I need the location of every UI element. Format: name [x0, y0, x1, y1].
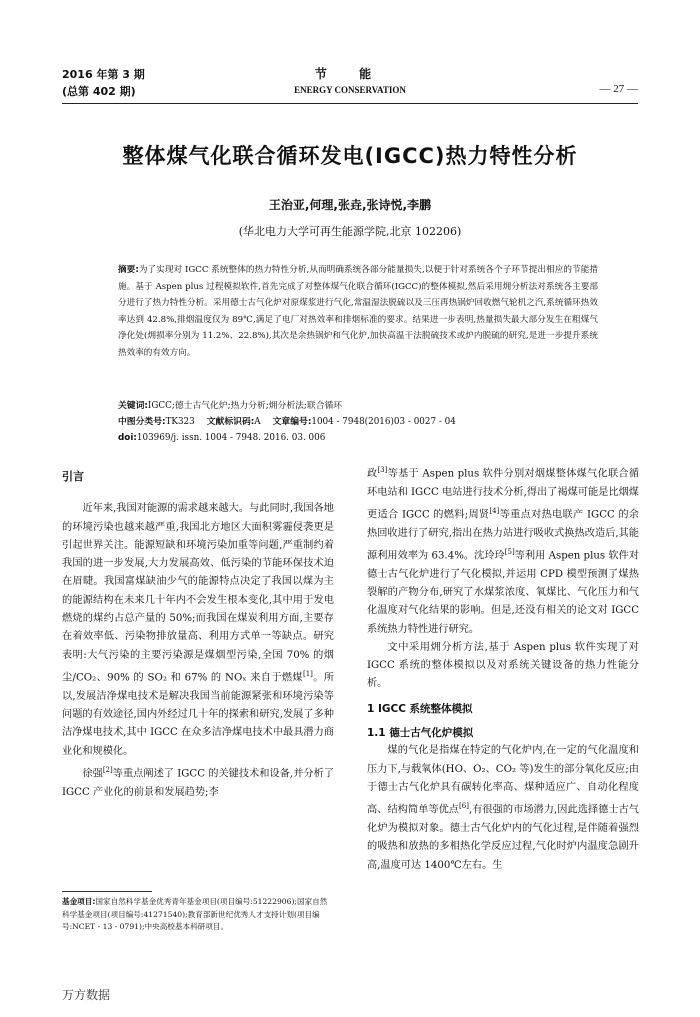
- citation[interactable]: [2]: [102, 765, 113, 774]
- funding-label: 基金项目:: [62, 897, 96, 906]
- clc-value: TK323: [165, 417, 195, 427]
- clc-label: 中图分类号:: [118, 417, 166, 427]
- body-paragraph-1: 政[3]等基于 Aspen plus 软件分别对烟煤整体煤气化联合循环电站和 IGCC 电站进行技术分析,得出了褐煤可能是比烟煤更适合 IGCC 的燃料;周贤[4]等重点对热电联产 IGCC 的余热回收进行了研究,指出在热力站进行吸收式换热改造后,其能源利用效率为 63.4%。沈玲玲[5]等利用 Aspen plus 软件对德士古气化炉进行了气化模拟,并运用 CPD 模型预测了煤热裂解的产物分布,研究了水煤浆浓度、氧煤比、气化压力和气化温度对气化结果的影响。但是,还没有相关的论文对 IGCC 系统热力特性进行研究。: [367, 466, 640, 635]
- citation[interactable]: [6]: [459, 802, 469, 811]
- journal-title: 节 能: [314, 67, 386, 81]
- doi-label: doi:: [118, 433, 137, 443]
- doi-value: 103969/j. issn. 1004 - 7948. 2016. 03. 006: [136, 433, 326, 443]
- funding-text: 国家自然科学基金优秀青年基金项目(项目编号:51222906);国家自然科学基金项目(项目编号:41271540);教育部新世纪优秀人才支持计划(项目编号:NCET - 13 - 0791);中央高校基本科研项目。: [62, 897, 328, 931]
- running-header: [62, 64, 638, 104]
- total-issue: (总第 402 期): [62, 85, 136, 98]
- journal-title-en: ENERGY CONSERVATION: [294, 85, 406, 95]
- body-paragraph-2: 文中采用㶲分析方法,基于 Aspen plus 软件实现了对 IGCC 系统的整体模拟以及对系统关键设备的热力性能分析。: [367, 641, 639, 690]
- section-heading-1: 1 IGCC 系统整体模拟: [367, 702, 473, 715]
- intro-paragraph-1: 近年来,我国对能源的需求越来越大。与此同时,我国各地的环境污染也越来越严重,我国北方地区大面积雾霾侵袭更是引起世界关注。能源短缺和环境污染加重等问题,严重制约着我国的进一步发展,大力发展高效、低污染的节能环保技术迫在眉睫。我国富煤缺油少气的能源特点决定了我国以煤为主的能源结构在未来几十年内不会发生根本变化,其中用于发电燃烧的煤约占总产量的 50%;而我国在煤炭利用方面,主要存在着效率低、污染物排放量高、利用方式单一等缺点。研究表明:大气污染的主要污染源是煤烟型污染,全国 70% 的烟尘/CO₂、90% 的 SO₂ 和 67% 的 NOₓ 来自于燃煤[1]。所以,发展洁净煤电技术是解决我国当前能源紧张和环境污染等问题的有效途径,国内外经过几十年的探索和研究,发展了多种洁净煤电技术,其中 IGCC 在众多洁净煤电技术中最具潜力商业化和规模化。: [62, 503, 335, 757]
- article-no-label: 文章编号:: [272, 417, 312, 427]
- intro-paragraph-2: 徐强[2]等重点阐述了 IGCC 的关键技术和设备,并分析了 IGCC 产业化的前景和发展趋势;李: [62, 765, 335, 798]
- classification: [118, 414, 598, 430]
- citation[interactable]: [4]: [489, 506, 500, 515]
- page-number: — 27 —: [599, 83, 638, 95]
- keywords: [118, 398, 598, 414]
- keywords-label: 关键词:: [118, 401, 148, 411]
- article-no-value: 1004 - 7948(2016)03 - 0027 - 04: [311, 417, 456, 427]
- body-paragraph-3: 煤的气化是指煤在特定的气化炉内,在一定的气化温度和压力下,与载氧体(HO、O₂、CO₂ 等)发生的部分氧化反应;由于德士古气化炉具有碳转化率高、煤种适应广、自动化程度高、结构简单等优点[6],有很强的市场潜力,因此选择德士古气化炉为模拟对象。德士古气化炉内的气化过程,是伴随着强烈的吸热和放热的多相热化学反应过程,气化时炉内温度急剧升高,温度可达 1400℃左右。生: [367, 745, 640, 871]
- doi: [118, 430, 598, 446]
- year-issue: 2016 年第 3 期: [62, 68, 145, 81]
- doc-code-value: A: [254, 417, 261, 427]
- left-column: [62, 468, 334, 802]
- citation[interactable]: [5]: [504, 547, 515, 556]
- watermark: 万方数据: [62, 988, 111, 1002]
- paper-title: 整体煤气化联合循环发电(IGCC)热力特性分析: [122, 144, 578, 168]
- intro-heading: 引言: [62, 470, 84, 483]
- doc-code-label: 文献标识码:: [206, 417, 255, 427]
- abstract-text: 为了实现对 IGCC 系统整体的热力特性分析,从而明确系统各部分能量损失,以便于针对系统各个子环节提出相应的节能措施。基于 Aspen plus 过程模拟软件,首先完成了对整体煤气化联合循环(IGCC)的整体模拟,然后采用㶲分析法对系统各主要部分进行了热力特性分析。采用德士古气化炉对原煤浆进行气化,常温湿法脱硫以及三压再热锅炉回收燃气轮机之汽,系统循环热效率达到 42.8%,排烟温度仅为 89℃,满足了电厂对热效率和排烟标准的要求。结果进一步表明,热量损失最大部分发生在粗煤气净化处(㶲损率分别为 11.2%、22.8%),其次是余热锅炉和气化炉,加快高温干法脱硫技术或炉内脱硫的研究,是进一步提升系统热效率的有效方向。: [118, 265, 599, 358]
- funding-footnote: [62, 896, 334, 934]
- citation[interactable]: [3]: [377, 466, 388, 474]
- keywords-text: IGCC;德士古气化炉;热力分析;㶲分析法;联合循环: [147, 401, 343, 411]
- right-column: [367, 461, 639, 875]
- abstract-label: 摘要:: [118, 265, 139, 275]
- abstract: [118, 262, 598, 362]
- citation[interactable]: [1]: [302, 669, 313, 678]
- authors: 王治亚,何理,张垚,张诗悦,李鹏: [268, 198, 432, 212]
- section-heading-1-1: 1.1 德士古气化炉模拟: [367, 727, 474, 740]
- journal-name: [62, 66, 638, 99]
- affiliation: (华北电力大学可再生能源学院,北京 102206): [238, 225, 462, 238]
- footnote-divider: [62, 891, 152, 892]
